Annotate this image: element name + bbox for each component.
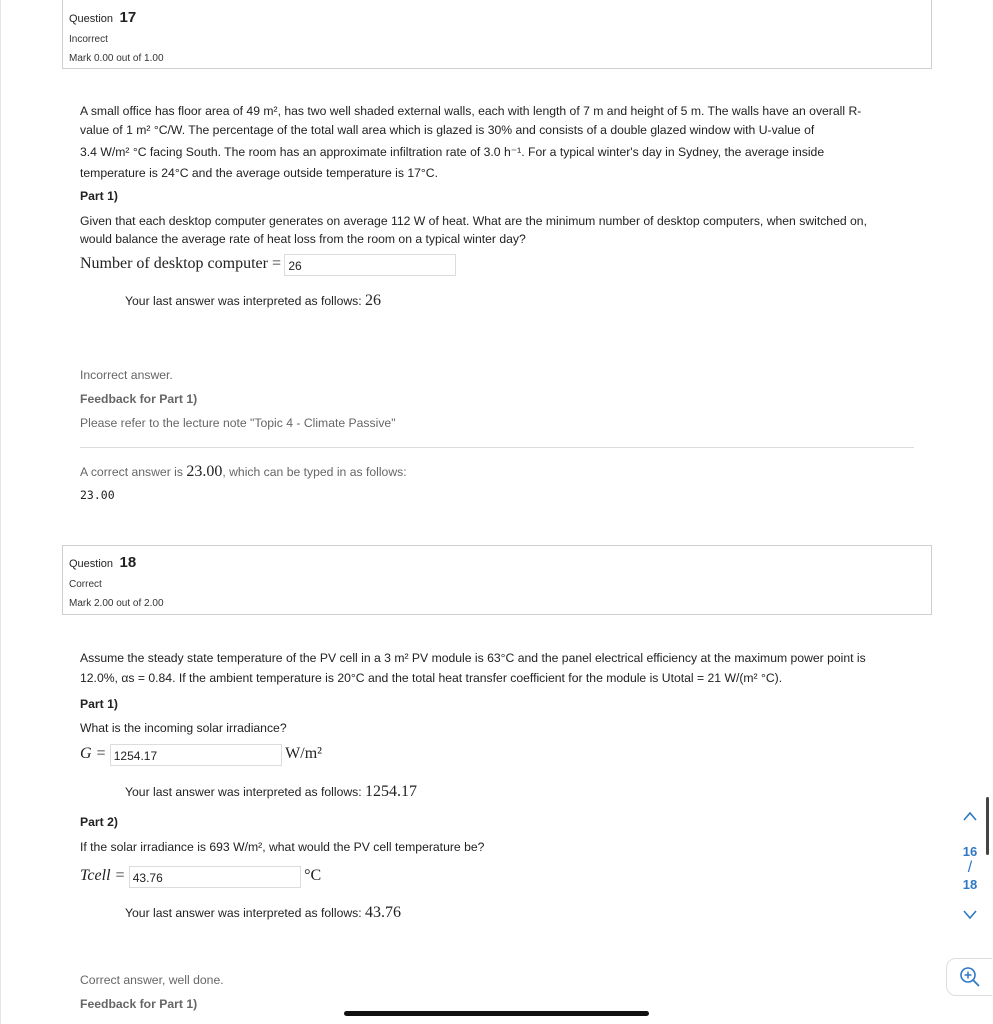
feedback-text: Please refer to the lecture note "Topic 4 - Climate Passive" (80, 416, 396, 430)
part-1-label: Part 1) (80, 697, 118, 711)
prev-page-button[interactable] (955, 809, 985, 824)
interpretation-value: 26 (365, 292, 382, 309)
zoom-in-icon (959, 966, 981, 988)
interpretation-value: 1254.17 (365, 783, 418, 800)
interpretation-label: Your last answer was interpreted as follows: (125, 294, 362, 308)
interpretation-value: 43.76 (365, 904, 402, 921)
total-pages: 18 (962, 877, 978, 892)
part-2-question: If the solar irradiance is 693 W/m², what would the PV cell temperature be? (80, 840, 485, 854)
t-input[interactable]: 43.76 (129, 866, 301, 888)
zoom-in-button[interactable] (946, 958, 992, 996)
chevron-down-icon (963, 910, 977, 920)
part-1-text-line-1: Given that each desktop computer generates on average 112 W of heat. What are the minimum number of desktop computers, when switched on, (80, 214, 867, 228)
next-page-button[interactable] (955, 908, 985, 923)
answer-label: Number of desktop computer = (80, 255, 281, 273)
question-17-text-line-2: value of 1 m² °C/W. The percentage of the total wall area which is glazed is 30% and consists of a double glazed window with U-value of (80, 123, 815, 137)
g-unit: W/m² (285, 745, 322, 763)
part-1-text-line-2: would balance the average rate of heat loss from the room on a typical winter day? (80, 232, 526, 246)
feedback-divider (80, 447, 914, 448)
question-number: 18 (119, 554, 137, 571)
scrollbar[interactable] (986, 797, 989, 855)
interpretation (125, 291, 381, 311)
part-1-label: Part 1) (80, 189, 118, 203)
correct-answer (80, 462, 407, 482)
correct-answer-value: 23.00 (186, 463, 223, 480)
question-state: Incorrect (69, 34, 108, 45)
question-17-info (62, 0, 932, 69)
result-text: Incorrect answer. (80, 368, 173, 382)
interpretation-2 (125, 903, 401, 923)
g-answer-row (80, 744, 322, 766)
question-label: Question (69, 13, 114, 25)
correct-answer-prefix: A correct answer is (80, 465, 183, 479)
interpretation-label: Your last answer was interpreted as follows: (125, 785, 362, 799)
feedback-label: Feedback for Part 1) (80, 997, 198, 1011)
question-18-info (62, 545, 932, 615)
question-17-text-line-3: 3.4 W/m² °C facing South. The room has an approximate infiltration rate of 3.0 h⁻¹. For a typical winter's day in Sydney, the average inside (80, 145, 825, 159)
question-state: Correct (69, 579, 102, 590)
interpretation-label: Your last answer was interpreted as follows: (125, 906, 362, 920)
interpretation-1 (125, 782, 417, 802)
question-label: Question (69, 558, 114, 570)
chevron-up-icon (963, 811, 977, 821)
g-input[interactable]: 1254.17 (110, 744, 282, 766)
question-18-text-line-1: Assume the steady state temperature of the PV cell in a 3 m² PV module is 63°C and the panel electrical efficiency at the maximum power point is (80, 651, 866, 665)
part-1-question: What is the incoming solar irradiance? (80, 721, 287, 735)
feedback-label: Feedback for Part 1) (80, 392, 198, 406)
g-label: G = (80, 745, 107, 763)
page-left-border (0, 0, 1, 1024)
question-18-text-line-2: 12.0%, αs = 0.84. If the ambient temperature is 20°C and the total heat transfer coefficient for the module is Utotal = 21 W/(m² °C). (80, 671, 783, 685)
page-separator: / (967, 859, 973, 876)
question-mark: Mark 0.00 out of 1.00 (69, 53, 164, 64)
question-17-text-line-1: A small office has floor area of 49 m², has two well shaded external walls, each with length of 7 m and height of 5 m. The walls have an overall R- (80, 104, 862, 118)
t-answer-row (80, 866, 321, 888)
correct-answer-suffix: , which can be typed in as follows: (222, 465, 407, 479)
current-page: 16 (962, 844, 978, 859)
typed-answer: 23.00 (80, 488, 115, 502)
result-text: Correct answer, well done. (80, 973, 224, 987)
answer-input[interactable]: 26 (284, 254, 456, 276)
question-number: 17 (119, 9, 137, 26)
part-2-label: Part 2) (80, 815, 118, 829)
home-indicator (344, 1011, 649, 1016)
t-label: Tcell = (80, 867, 126, 885)
t-unit: °C (304, 867, 322, 885)
answer-row (80, 254, 456, 276)
question-mark: Mark 2.00 out of 2.00 (69, 598, 164, 609)
question-17-text-line-4: temperature is 24°C and the average outside temperature is 17°C. (80, 166, 438, 180)
